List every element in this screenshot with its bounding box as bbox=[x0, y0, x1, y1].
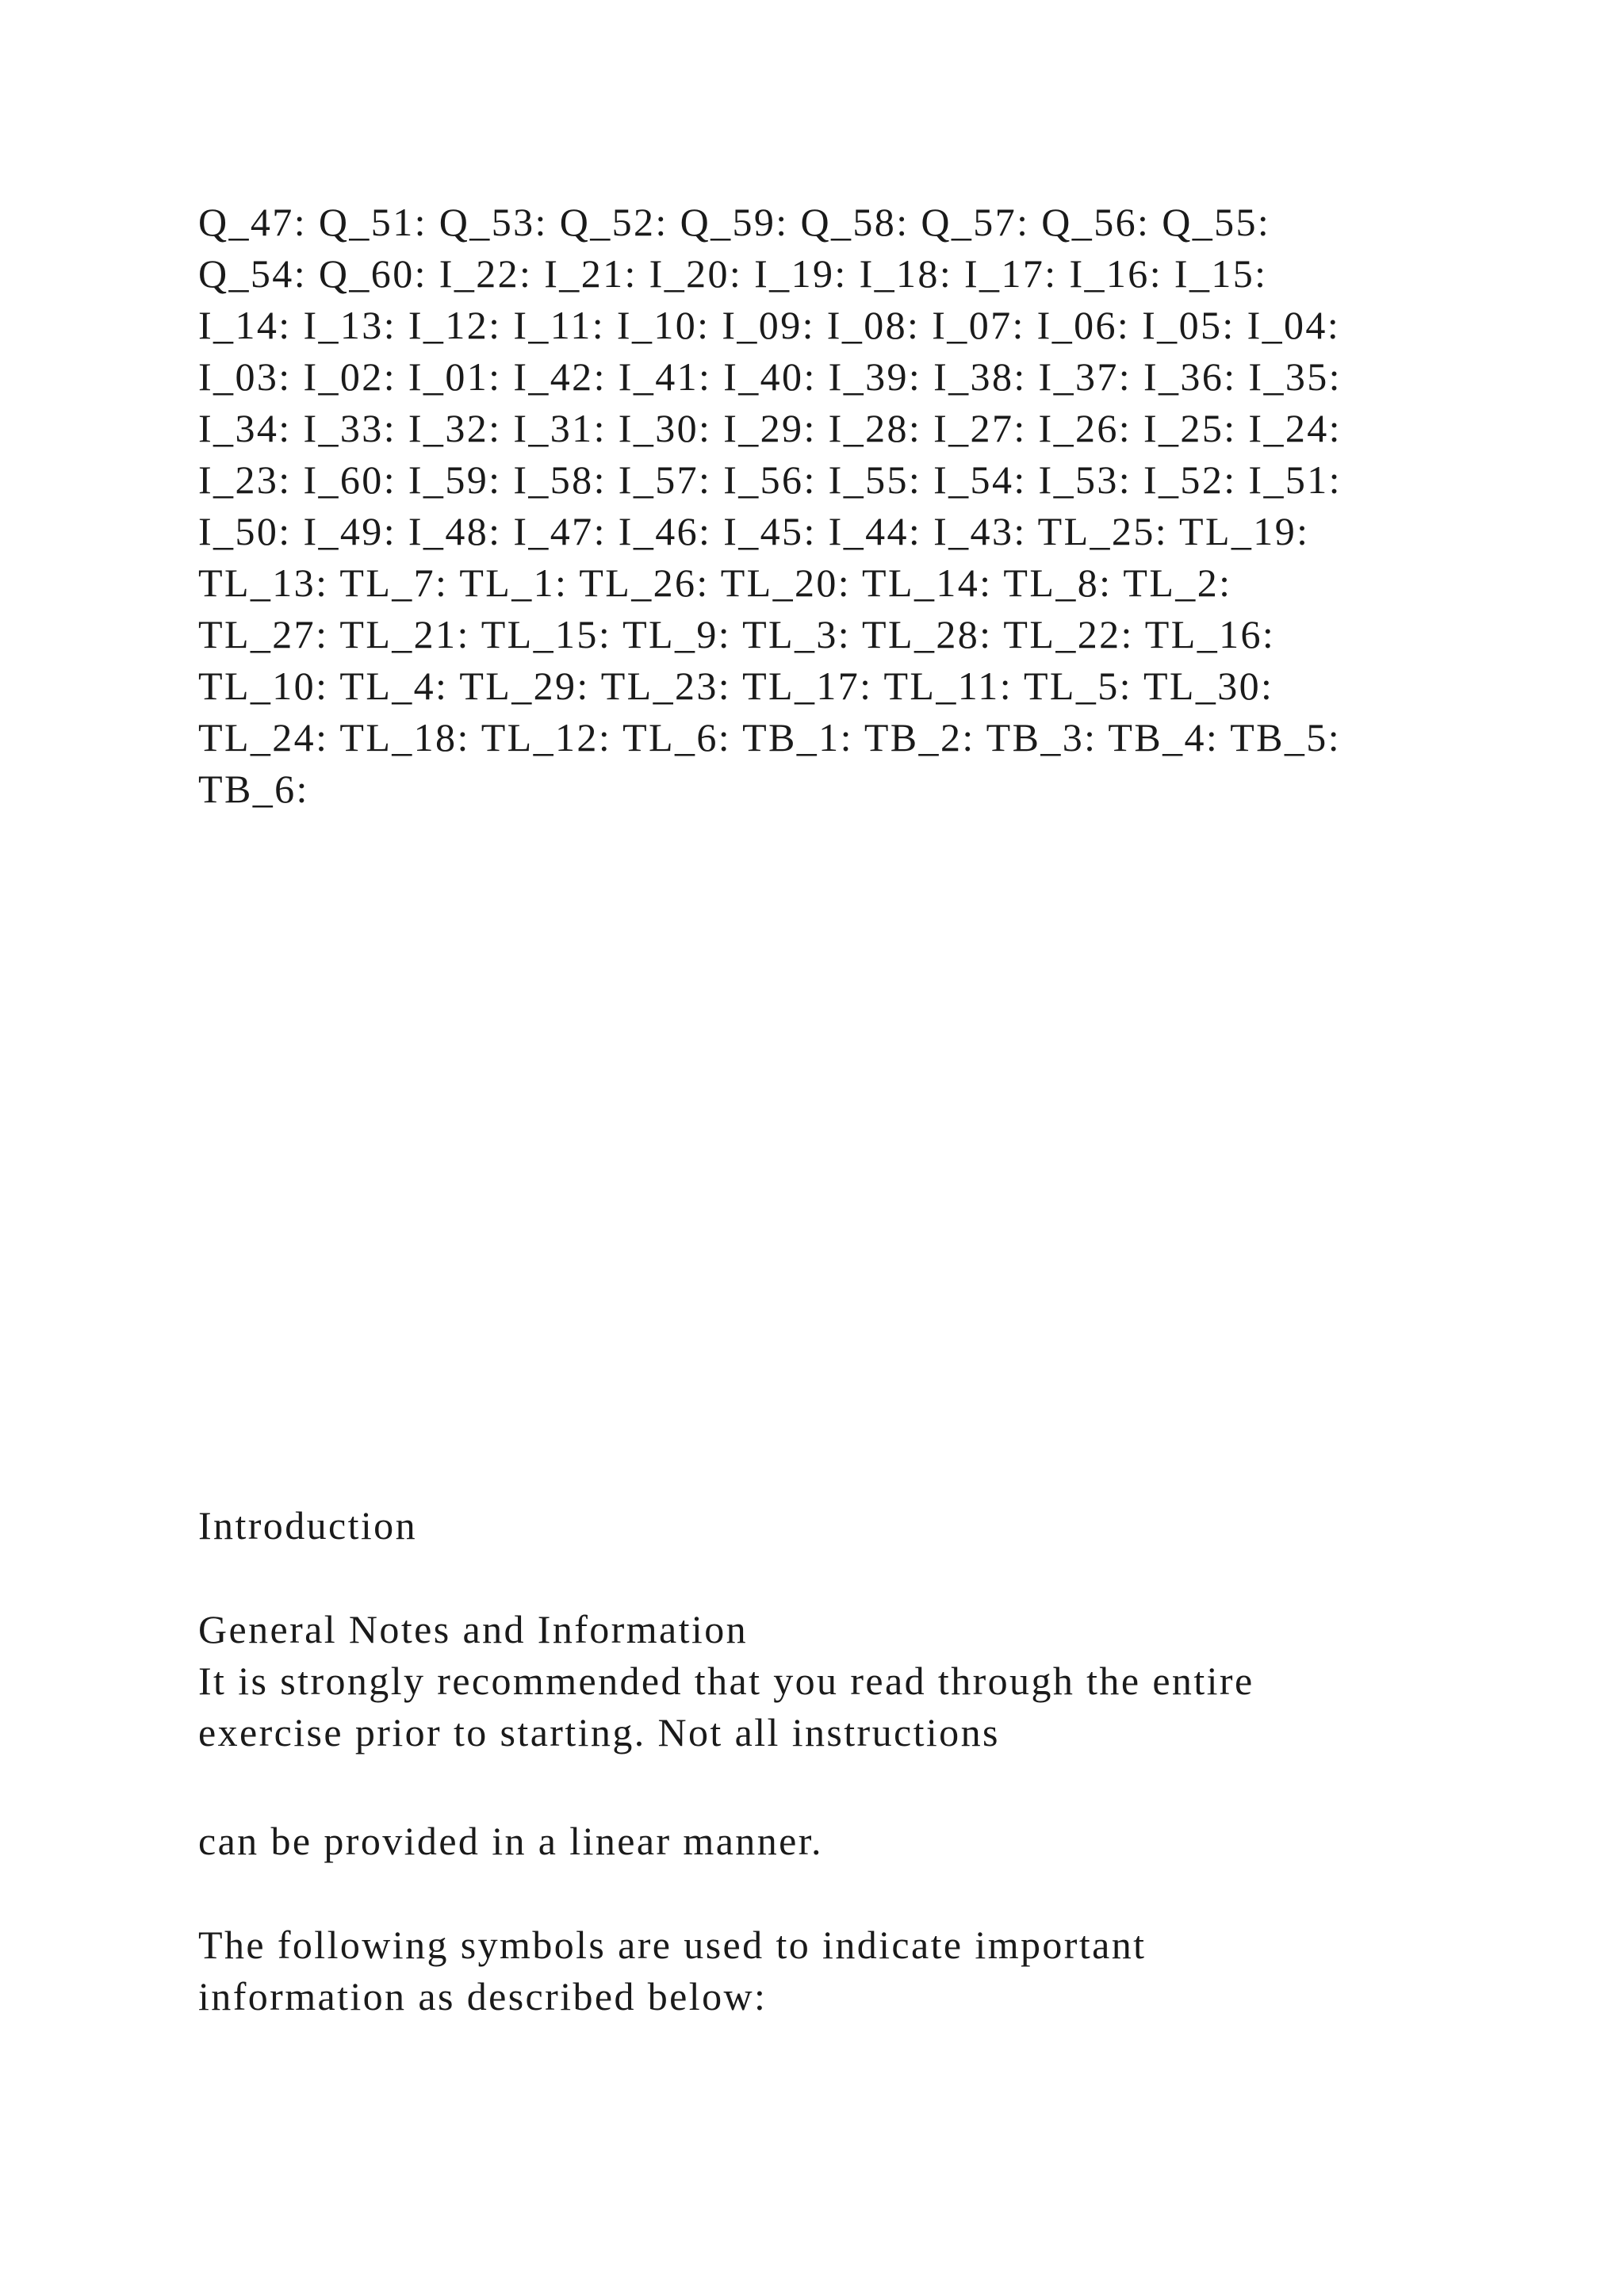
field-code-list bbox=[198, 197, 1483, 815]
code-line: I_50: I_49: I_48: I_47: I_46: I_45: I_44: I_43: TL_25: TL_19: bbox=[198, 509, 1310, 553]
code-line: I_23: I_60: I_59: I_58: I_57: I_56: I_55: I_54: I_53: I_52: I_51: bbox=[198, 457, 1342, 502]
code-line: I_34: I_33: I_32: I_31: I_30: I_29: I_28: I_27: I_26: I_25: I_24: bbox=[198, 406, 1342, 450]
code-line: TL_13: TL_7: TL_1: TL_26: TL_20: TL_14: TL_8: TL_2: bbox=[198, 561, 1232, 605]
code-line: I_14: I_13: I_12: I_11: I_10: I_09: I_08: I_07: I_06: I_05: I_04: bbox=[198, 303, 1341, 347]
symbols-paragraph-line: The following symbols are used to indicate important bbox=[198, 1923, 1147, 1967]
introduction-heading-text: Introduction bbox=[198, 1503, 417, 1548]
general-notes-heading: General Notes and Information bbox=[198, 1607, 748, 1651]
code-line: TL_10: TL_4: TL_29: TL_23: TL_17: TL_11: TL_5: TL_30: bbox=[198, 664, 1274, 708]
code-line: TL_27: TL_21: TL_15: TL_9: TL_3: TL_28: TL_22: TL_16: bbox=[198, 612, 1276, 656]
notes-paragraph-line: exercise prior to starting. Not all instructions bbox=[198, 1710, 1000, 1755]
symbols-paragraph bbox=[198, 1919, 1483, 2022]
code-line: TL_24: TL_18: TL_12: TL_6: TB_1: TB_2: TB_3: TB_4: TB_5: bbox=[198, 715, 1341, 760]
linear-manner-text: can be provided in a linear manner. bbox=[198, 1819, 823, 1863]
symbols-paragraph-line: information as described below: bbox=[198, 1974, 768, 2019]
linear-manner-paragraph bbox=[198, 1816, 1483, 1867]
introduction-heading bbox=[198, 1500, 1483, 1552]
code-line: I_03: I_02: I_01: I_42: I_41: I_40: I_39: I_38: I_37: I_36: I_35: bbox=[198, 354, 1342, 399]
general-notes-section bbox=[198, 1604, 1483, 1758]
code-line: TB_6: bbox=[198, 767, 309, 811]
code-line: Q_54: Q_60: I_22: I_21: I_20: I_19: I_18: I_17: I_16: I_15: bbox=[198, 251, 1268, 296]
code-line: Q_47: Q_51: Q_53: Q_52: Q_59: Q_58: Q_57: Q_56: Q_55: bbox=[198, 200, 1271, 244]
notes-paragraph-line: It is strongly recommended that you read through the entire bbox=[198, 1659, 1254, 1703]
